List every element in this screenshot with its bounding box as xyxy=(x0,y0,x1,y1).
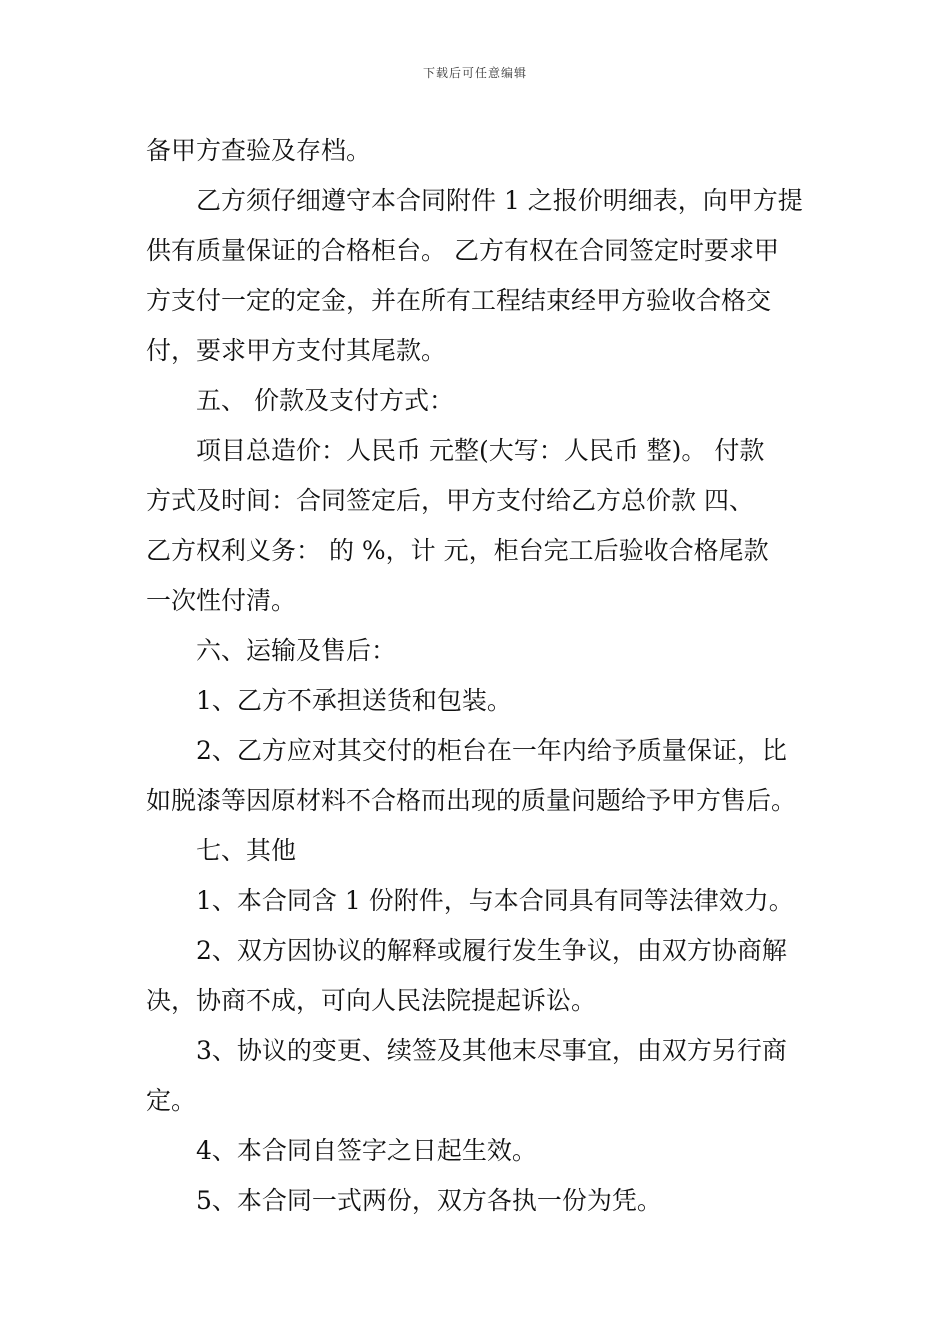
document-body xyxy=(146,126,810,1226)
text-line: 项目总造价：人民币 元整(大写：人民币 整)。 付款 xyxy=(196,436,765,465)
list-item: 1、本合同含 1 份附件，与本合同具有同等法律效力。 xyxy=(196,886,794,915)
text-line: 定。 xyxy=(146,1086,197,1115)
text-line: 方支付一定的定金，并在所有工程结束经甲方验收合格交 xyxy=(146,286,772,315)
list-item: 4、本合同自签字之日起生效。 xyxy=(196,1136,537,1165)
section-heading-price: 五、 价款及支付方式： xyxy=(196,386,454,415)
text-line: 方式及时间：合同签定后，甲方支付给乙方总价款 四、 xyxy=(146,486,754,515)
text-line: 如脱漆等因原材料不合格而出现的质量问题给予甲方售后。 xyxy=(146,786,797,815)
list-item: 5、本合同一式两份，双方各执一份为凭。 xyxy=(196,1186,662,1215)
list-item: 1、乙方不承担送货和包装。 xyxy=(196,686,512,715)
section-heading-transport: 六、运输及售后： xyxy=(196,636,397,665)
text-line: 供有质量保证的合格柜台。 乙方有权在合同签定时要求甲 xyxy=(146,236,779,265)
list-item: 2、双方因协议的解释或履行发生争议，由双方协商解 xyxy=(196,936,787,965)
text-line: 乙方须仔细遵守本合同附件 1 之报价明细表，向甲方提 xyxy=(196,186,803,215)
list-item: 3、协议的变更、续签及其他末尽事宜，由双方另行商 xyxy=(196,1036,787,1065)
text-line: 乙方权利义务： 的 %，计 元，柜台完工后验收合格尾款 xyxy=(146,536,769,565)
page-header: 下载后可任意编辑 xyxy=(422,66,527,80)
section-heading-other: 七、其他 xyxy=(196,836,297,865)
text-line: 备甲方查验及存档。 xyxy=(146,136,372,165)
text-line: 决，协商不成，可向人民法院提起诉讼。 xyxy=(146,986,597,1015)
list-item: 2、乙方应对其交付的柜台在一年内给予质量保证，比 xyxy=(196,736,787,765)
text-line: 一次性付清。 xyxy=(146,586,297,615)
text-line: 付，要求甲方支付其尾款。 xyxy=(146,336,447,365)
